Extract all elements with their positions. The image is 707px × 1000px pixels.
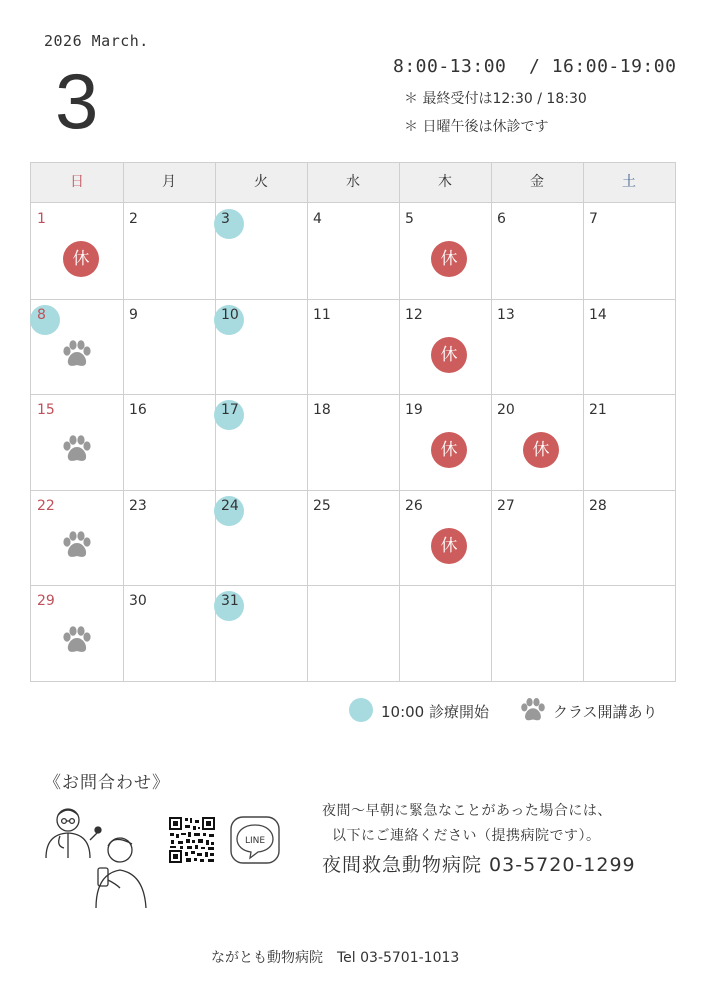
day-number: 31 [221, 593, 239, 610]
class-paw-icon [61, 434, 93, 464]
day-number: 12 [405, 306, 423, 323]
day-number: 30 [129, 593, 147, 610]
weekday-header: 土 [622, 174, 636, 190]
day-number: 19 [405, 402, 423, 419]
grid-line [583, 163, 584, 681]
closed-badge: 休 [431, 337, 467, 373]
day-number: 1 [37, 211, 46, 227]
grid-line [491, 163, 492, 681]
grid-line [31, 585, 675, 586]
weekday-header: 金 [530, 174, 544, 190]
closed-badge: 休 [431, 432, 467, 468]
legend-paw-icon [519, 697, 547, 723]
legend-teal-dot-icon [349, 698, 373, 722]
year-month: 2026 March. [44, 32, 149, 50]
class-paw-icon [61, 339, 93, 369]
night-hospital-phone[interactable]: 夜間救急動物病院 03-5720-1299 [322, 854, 636, 876]
legend-open-at-10: 10:00 診療開始 [381, 703, 489, 721]
grid-line [31, 490, 675, 491]
grid-line [307, 163, 308, 681]
night-emergency-text-1: 夜間～早朝に緊急なことがあった場合には、 [322, 803, 612, 819]
day-number: 9 [129, 306, 138, 323]
day-number: 24 [221, 497, 239, 514]
weekday-header: 月 [162, 174, 176, 190]
day-number: 26 [405, 497, 423, 514]
line-label: LINE [244, 836, 266, 846]
contact-title: 《お問合わせ》 [44, 773, 170, 793]
grid-line [399, 163, 400, 681]
day-number: 27 [497, 497, 515, 514]
day-number: 23 [129, 497, 147, 514]
day-number: 5 [405, 211, 414, 227]
closed-badge: 休 [63, 241, 99, 277]
day-number: 29 [37, 593, 55, 610]
closed-badge: 休 [431, 241, 467, 277]
closed-badge: 休 [523, 432, 559, 468]
day-number: 17 [221, 402, 239, 419]
note-last-reception: ＊ 最終受付は12:30 / 18:30 [404, 91, 587, 107]
line-app-icon[interactable] [229, 815, 281, 865]
day-number: 22 [37, 497, 55, 514]
day-number: 2 [129, 211, 138, 227]
footer-hospital-info: ながとも動物病院 Tel 03-5701-1013 [211, 950, 460, 966]
month-number: 3 [55, 57, 99, 145]
day-number: 14 [589, 306, 607, 323]
weekday-header: 木 [438, 174, 452, 190]
grid-line [123, 163, 124, 681]
day-number: 6 [497, 211, 506, 227]
grid-line [31, 299, 675, 300]
doctor-and-client-illustration-icon [40, 800, 155, 910]
business-hours: 8:00-13:00 / 16:00-19:00 [393, 56, 677, 77]
day-number: 18 [313, 402, 331, 419]
day-number: 20 [497, 402, 515, 419]
note-sunday-closed: ＊ 日曜午後は休診です [404, 119, 549, 135]
grid-line [31, 394, 675, 395]
day-number: 10 [221, 306, 239, 323]
qr-code-icon[interactable] [168, 816, 216, 864]
class-paw-icon [61, 530, 93, 560]
day-number: 16 [129, 402, 147, 419]
calendar [30, 162, 676, 682]
day-number: 3 [221, 211, 230, 227]
day-number: 7 [589, 211, 598, 227]
day-number: 8 [37, 306, 46, 323]
weekday-header: 日 [70, 174, 84, 190]
class-paw-icon [61, 625, 93, 655]
day-number: 25 [313, 497, 331, 514]
closed-badge: 休 [431, 528, 467, 564]
weekday-header: 火 [254, 174, 268, 190]
legend-class: クラス開講あり [553, 703, 658, 721]
day-number: 15 [37, 402, 55, 419]
weekday-header: 水 [346, 174, 360, 190]
day-number: 11 [313, 306, 331, 323]
day-number: 13 [497, 306, 515, 323]
day-number: 4 [313, 211, 322, 227]
night-emergency-text-2: 以下にご連絡ください（提携病院です）。 [332, 828, 601, 844]
day-number: 21 [589, 402, 607, 419]
day-number: 28 [589, 497, 607, 514]
